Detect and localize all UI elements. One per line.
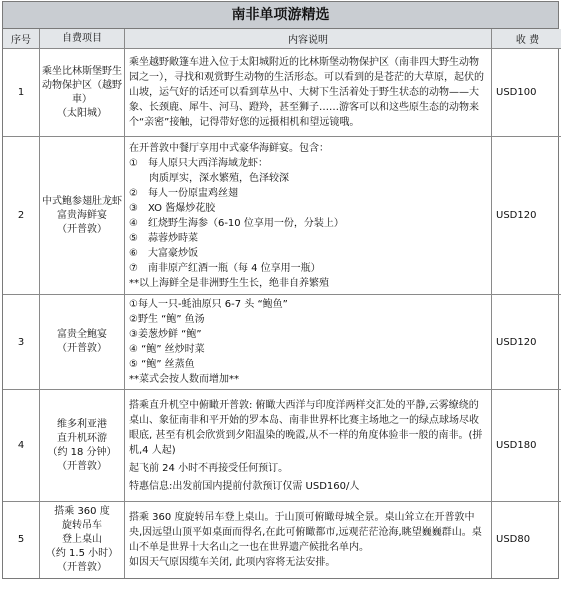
row-fee: USD120 bbox=[492, 295, 561, 390]
desc-line: ③ XO 酱爆炒花胶 bbox=[129, 202, 216, 214]
desc-line: ⑤ “鲍” 丝蒸鱼 bbox=[129, 359, 195, 370]
row-fee: USD120 bbox=[492, 137, 561, 295]
row-description bbox=[125, 137, 492, 295]
item-line: 登上桌山 bbox=[62, 533, 102, 545]
item-line: 动物保护区（越野車） bbox=[42, 79, 122, 105]
row-description bbox=[125, 49, 492, 137]
desc-line: 搭乘直升机空中俯瞰开普敦: 俯瞰大西洋与印度洋两样交汇处的平静,云雾缭绕的桌山、象征南非和平开始的罗本岛、南非世界杯比赛主场地之一的绿点球场尽收眼底, 甚至有机会欣赏到夕阳温染的晚霞,从不一样的角度体验非一般的南非。(拼机,4 人起) bbox=[129, 399, 483, 456]
row-number: 5 bbox=[3, 502, 40, 578]
item-line: （开普敦） bbox=[57, 561, 107, 573]
header-item: 自费项目 bbox=[40, 29, 125, 49]
row-item bbox=[40, 137, 125, 295]
item-line: 维多利亚港 bbox=[57, 418, 107, 430]
header-desc: 内容说明 bbox=[125, 29, 492, 49]
desc-line: ②野生 “鲍” 鱼汤 bbox=[129, 314, 205, 325]
table-row bbox=[3, 502, 561, 578]
desc-line: ⑤ 蒜蓉炒時菜 bbox=[129, 232, 198, 244]
header-fee: 收 费 bbox=[492, 29, 561, 49]
table-header-row bbox=[3, 29, 561, 49]
tour-price-sheet bbox=[2, 1, 559, 579]
table-row bbox=[3, 49, 561, 137]
header-no: 序号 bbox=[3, 29, 40, 49]
desc-line: ③姜葱炒鲜 “鲍” bbox=[129, 329, 202, 340]
desc-line: ④ “鲍” 丝炒时菜 bbox=[129, 344, 205, 355]
item-line: （开普敦） bbox=[57, 460, 107, 472]
desc-line: 乘坐越野敞篷车进入位于太阳城附近的比林斯堡动物保护区（南非四大野生动物园之一），寻找和观赏野生动物的生活形态。可以看到的是苍茫的大草原，起伏的山坡，运气好的话还可以看到草丛中、大树下生活着处于野生状态的动物——大象、长颈鹿、犀牛、河马、蹬羚，甚至狮子……游客可以和这些原生态的动物来个“亲密”接触，记得带好您的远摄相机和望远镜哦。 bbox=[129, 57, 484, 128]
row-fee: USD180 bbox=[492, 390, 561, 502]
desc-line: 肉质厚实，深水繁殖，色泽较深 bbox=[129, 172, 289, 184]
page-title: 南非单项游精选 bbox=[3, 2, 558, 29]
item-line: 中式鲍参翅肚龙虾 bbox=[42, 195, 122, 207]
item-line: 富贵全鲍宴 bbox=[57, 329, 107, 340]
table-row bbox=[3, 137, 561, 295]
row-item bbox=[40, 390, 125, 502]
item-line: （约 18 分钟） bbox=[47, 446, 117, 458]
row-description bbox=[125, 295, 492, 390]
desc-line: ④ 红烧野生海参（6-10 位享用一份，分装上） bbox=[129, 217, 344, 229]
desc-line: **以上海鲜全是非洲野生生长，绝非自养繁殖 bbox=[129, 277, 329, 289]
desc-line: 如因天气原因缆车关闭, 此项内容将无法安排。 bbox=[129, 556, 336, 568]
row-item bbox=[40, 49, 125, 137]
item-line: 旋转吊车 bbox=[62, 519, 102, 531]
row-fee: USD100 bbox=[492, 49, 561, 137]
item-line: 直升机环游 bbox=[57, 432, 107, 444]
row-fee: USD80 bbox=[492, 502, 561, 578]
desc-line: ① 每人原只大西洋海域龙虾： bbox=[129, 157, 268, 169]
row-number: 3 bbox=[3, 295, 40, 390]
row-number: 2 bbox=[3, 137, 40, 295]
desc-line: ② 每人一份原盅鸡丝翅 bbox=[129, 187, 238, 199]
desc-line: ⑦ 南非原产红酒一瓶（每 4 位享用一瓶） bbox=[129, 262, 321, 274]
desc-line: 起飞前 24 小时不再接受任何预订。 bbox=[129, 462, 289, 474]
desc-line: ①每人一只-蚝油原只 6-7 头 “鲍鱼” bbox=[129, 299, 288, 310]
item-line: （约 1.5 小时） bbox=[45, 547, 119, 559]
tour-table bbox=[3, 29, 561, 578]
item-line: 乘坐比林斯堡野生 bbox=[42, 65, 122, 77]
table-row bbox=[3, 295, 561, 390]
row-item bbox=[40, 502, 125, 578]
row-number: 1 bbox=[3, 49, 40, 137]
item-line: （开普敦） bbox=[57, 223, 107, 235]
row-number: 4 bbox=[3, 390, 40, 502]
row-description bbox=[125, 390, 492, 502]
desc-line: ⑥ 大富豪炒饭 bbox=[129, 247, 198, 259]
item-line: （太阳城） bbox=[57, 107, 107, 119]
row-description bbox=[125, 502, 492, 578]
desc-line: **菜式会按人数而增加** bbox=[129, 374, 239, 385]
item-line: 搭乘 360 度 bbox=[54, 505, 110, 517]
item-line: 富贵海鲜宴 bbox=[57, 209, 107, 221]
desc-line: 特惠信息:出发前国内提前付款预订仅需 USD160/人 bbox=[129, 480, 360, 492]
row-item bbox=[40, 295, 125, 390]
table-row bbox=[3, 390, 561, 502]
desc-line: 搭乘 360 度旋转吊车登上桌山。于山顶可俯瞰母城全景。桌山耸立在开普敦中央,因远望山顶平如桌面而得名,在此可俯瞰都市,远观茫茫沧海,眺望巍巍群山。桌山不单是世界十大名山之一也在世界遗产候批名单内。 bbox=[129, 511, 482, 553]
item-line: （开普敦） bbox=[57, 343, 107, 354]
desc-line: 在开普敦中餐厅享用中式豪华海鲜宴。包含： bbox=[129, 142, 329, 154]
